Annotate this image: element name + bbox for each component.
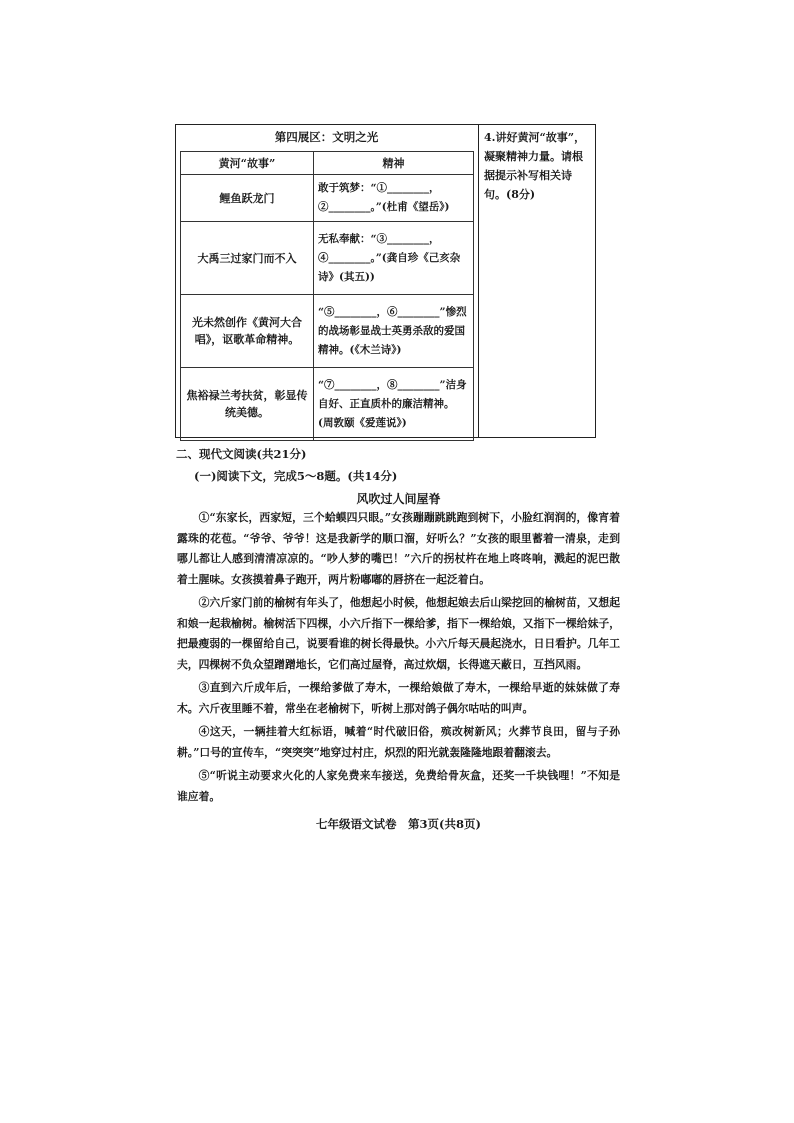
spirit-cell: “⑤________，⑥________”惨烈的战场彰显战士英勇杀敌的爱国精神。(《木兰诗》) xyxy=(314,295,474,368)
story-cell: 光未然创作《黄河大合唱》，讴歌革命精神。 xyxy=(181,295,314,368)
article-title: 风吹过人间屋脊 xyxy=(356,492,441,506)
section-heading: 二、现代文阅读(共21分) xyxy=(176,447,307,461)
paragraph: ②六斤家门前的榆树有年头了，他想起小时候，他想起娘去后山梁挖回的榆树苗，又想起和娘一起栽榆树。榆树活下四棵，小六斤指下一棵给爹，指下一棵给娘，又指下一棵给妹子，把最瘦弱的一棵留给自己，说要看谁的树长得最快。小六斤每天晨起浇水，日日看护。几年工夫，四棵树不负众望蹭蹭地长，它们高过屋脊，高过炊烟，长得遮天蔽日，互挡风雨。 xyxy=(177,596,620,671)
paragraph: ①“东家长，西家短，三个蛤蟆四只眼。”女孩蹦蹦跳跳跑到树下，小脸红润润的，像宵着露珠的花苞。“爷爷、爷爷！这是我新学的顺口溜，好听么？”女孩的眼里蓄着一清泉，走到哪儿都让人感到清清凉凉的。“吵人梦的嘴巴！”六斤的拐杖杵在地上咚咚响，溅起的泥巴散着土腥味。女孩摸着鼻子跑开，两片粉嘟嘟的唇挤在一起泛着白。 xyxy=(177,511,620,586)
table-row xyxy=(181,175,474,222)
article-body xyxy=(177,508,620,810)
story-cell: 焦裕禄兰考扶贫，彰显传统美德。 xyxy=(181,368,314,441)
table-row xyxy=(181,295,474,368)
zone-title: 第四展区：文明之光 xyxy=(274,130,379,144)
spirit-cell: “⑦________，⑧________”洁身自好、正直质朴的廉洁精神。(周敦颐《爱莲说》) xyxy=(314,368,474,441)
paragraph: ③直到六斤成年后，一棵给爹做了寿木，一棵给娘做了寿木，一棵给早逝的妹妹做了寿木。六斤夜里睡不着，常坐在老榆树下，听树上那对鸽子偶尔咕咕的叫声。 xyxy=(177,681,620,715)
poem-table xyxy=(180,151,474,441)
spirit-cell: 敢于筑梦：“①________，②________。”(杜甫《望岳》) xyxy=(314,175,474,222)
story-cell: 鲤鱼跃龙门 xyxy=(181,175,314,222)
paragraph: ④这天，一辆挂着大红标语，喊着“时代破旧俗，殡改树新风；火葬节良田，留与子孙耕。”口号的宣传车，“突突突”地穿过村庄，炽烈的阳光就轰隆隆地跟着翻滚去。 xyxy=(177,725,620,759)
question-4: 4.讲好黄河“故事”，凝聚精神力量。请根据提示补写相关诗句。(8分) xyxy=(484,131,586,201)
story-cell: 大禹三过家门而不入 xyxy=(181,222,314,295)
table-row xyxy=(181,368,474,441)
sub-heading: (一)阅读下文，完成5～8题。(共14分) xyxy=(194,469,398,483)
header-spirit: 精神 xyxy=(314,152,474,175)
paragraph: ⑤“听说主动要求火化的人家免费来车接送，免费给骨灰盒，还奖一千块钱哩！”不知是谁应着。 xyxy=(177,769,620,803)
frame-divider xyxy=(478,124,479,438)
table-header-row xyxy=(181,152,474,175)
spirit-cell: 无私奉献：“③________，④________。”(龚自珍《己亥杂诗》(其五)) xyxy=(314,222,474,295)
page-footer: 七年级语文试卷 第3页(共8页) xyxy=(316,817,481,831)
header-story: 黄河“故事” xyxy=(181,152,314,175)
table-row xyxy=(181,222,474,295)
